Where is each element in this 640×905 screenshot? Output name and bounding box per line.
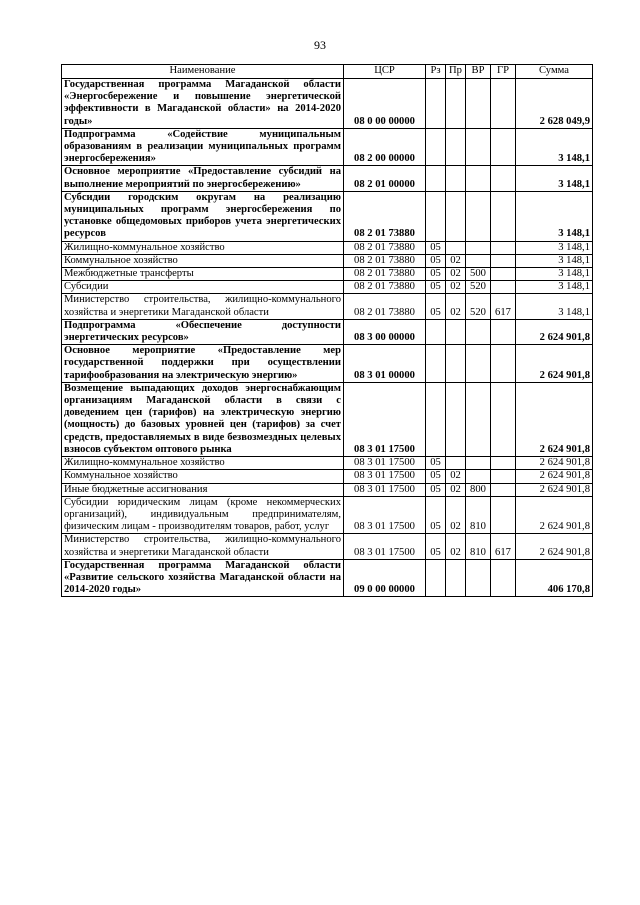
- cell-sum: 3 148,1: [516, 166, 593, 191]
- cell-rz: [426, 79, 446, 129]
- cell-vr: [466, 382, 491, 456]
- cell-vr: [466, 191, 491, 241]
- cell-csr: 08 3 01 17500: [344, 534, 426, 559]
- cell-name: Жилищно-коммунальное хозяйство: [62, 457, 344, 470]
- cell-gr: [491, 241, 516, 254]
- cell-rz: 05: [426, 470, 446, 483]
- cell-gr: [491, 496, 516, 534]
- cell-sum: 2 624 901,8: [516, 345, 593, 383]
- column-header-gr: ГР: [491, 65, 516, 79]
- cell-csr: 08 0 00 00000: [344, 79, 426, 129]
- cell-sum: 3 148,1: [516, 191, 593, 241]
- cell-csr: 08 3 01 17500: [344, 382, 426, 456]
- table-row: [62, 294, 593, 319]
- column-header-csr: ЦСР: [344, 65, 426, 79]
- cell-rz: 05: [426, 294, 446, 319]
- table-row: [62, 191, 593, 241]
- cell-csr: 08 2 00 00000: [344, 128, 426, 166]
- cell-pr: 02: [446, 496, 466, 534]
- column-header-pr: Пр: [446, 65, 466, 79]
- table-row: [62, 470, 593, 483]
- cell-pr: [446, 128, 466, 166]
- cell-sum: 406 170,8: [516, 559, 593, 597]
- cell-rz: 05: [426, 281, 446, 294]
- cell-vr: 520: [466, 294, 491, 319]
- cell-gr: [491, 268, 516, 281]
- cell-pr: 02: [446, 281, 466, 294]
- table-row: [62, 166, 593, 191]
- cell-sum: 2 624 901,8: [516, 319, 593, 344]
- cell-sum: 3 148,1: [516, 268, 593, 281]
- cell-gr: [491, 470, 516, 483]
- cell-pr: [446, 319, 466, 344]
- cell-vr: [466, 128, 491, 166]
- table-row: [62, 254, 593, 267]
- cell-gr: [491, 559, 516, 597]
- cell-sum: 2 624 901,8: [516, 470, 593, 483]
- cell-name: Иные бюджетные ассигнования: [62, 483, 344, 496]
- cell-rz: [426, 319, 446, 344]
- cell-gr: [491, 457, 516, 470]
- table-row: [62, 483, 593, 496]
- cell-name: Министерство строительства, жилищно-коммунального хозяйства и энергетики Магаданской области: [62, 294, 344, 319]
- table-row: [62, 241, 593, 254]
- cell-sum: 2 624 901,8: [516, 483, 593, 496]
- table-row: [62, 268, 593, 281]
- cell-vr: 800: [466, 483, 491, 496]
- cell-vr: [466, 470, 491, 483]
- cell-csr: 08 2 01 73880: [344, 281, 426, 294]
- cell-vr: [466, 457, 491, 470]
- cell-rz: [426, 166, 446, 191]
- table-row: [62, 496, 593, 534]
- cell-rz: 05: [426, 254, 446, 267]
- cell-vr: [466, 319, 491, 344]
- cell-pr: 02: [446, 294, 466, 319]
- cell-gr: [491, 191, 516, 241]
- cell-csr: 08 2 01 00000: [344, 166, 426, 191]
- cell-vr: 500: [466, 268, 491, 281]
- cell-vr: [466, 166, 491, 191]
- cell-gr: [491, 483, 516, 496]
- cell-pr: 02: [446, 254, 466, 267]
- cell-pr: [446, 191, 466, 241]
- cell-gr: [491, 281, 516, 294]
- cell-name: Государственная программа Магаданской области «Энергосбережение и повышение энергетической эффективности в Магаданской области» на 2014-2020 годы»: [62, 79, 344, 129]
- cell-pr: 02: [446, 483, 466, 496]
- cell-name: Межбюджетные трансферты: [62, 268, 344, 281]
- cell-gr: [491, 254, 516, 267]
- page-number: 93: [314, 38, 326, 52]
- cell-gr: 617: [491, 534, 516, 559]
- cell-pr: 02: [446, 534, 466, 559]
- cell-pr: [446, 241, 466, 254]
- cell-name: Субсидии: [62, 281, 344, 294]
- cell-rz: 05: [426, 496, 446, 534]
- cell-csr: 08 3 01 17500: [344, 483, 426, 496]
- cell-pr: 02: [446, 268, 466, 281]
- cell-name: Подпрограмма «Содействие муниципальным образованиям в реализации муниципальных программ энергосбережения»: [62, 128, 344, 166]
- budget-table: [61, 64, 593, 597]
- cell-sum: 3 148,1: [516, 241, 593, 254]
- table-row: [62, 281, 593, 294]
- table-row: [62, 457, 593, 470]
- cell-vr: [466, 254, 491, 267]
- cell-name: Субсидии городским округам на реализацию муниципальных программ энергосбережения по установке общедомовых приборов учета энергетических ресурсов: [62, 191, 344, 241]
- cell-rz: 05: [426, 268, 446, 281]
- table-row: [62, 534, 593, 559]
- cell-rz: [426, 191, 446, 241]
- cell-vr: [466, 345, 491, 383]
- cell-csr: 08 2 01 73880: [344, 254, 426, 267]
- cell-sum: 3 148,1: [516, 281, 593, 294]
- table-row: [62, 382, 593, 456]
- cell-gr: 617: [491, 294, 516, 319]
- cell-sum: 3 148,1: [516, 254, 593, 267]
- cell-sum: 3 148,1: [516, 294, 593, 319]
- cell-sum: 3 148,1: [516, 128, 593, 166]
- table-row: [62, 319, 593, 344]
- cell-pr: [446, 457, 466, 470]
- cell-sum: 2 624 901,8: [516, 496, 593, 534]
- cell-pr: [446, 79, 466, 129]
- cell-vr: [466, 559, 491, 597]
- column-header-rz: Рз: [426, 65, 446, 79]
- column-header-vr: ВР: [466, 65, 491, 79]
- cell-name: Основное мероприятие «Предоставление мер государственной поддержки при осуществлении тарифообразования на электрическую энергию»: [62, 345, 344, 383]
- cell-vr: [466, 79, 491, 129]
- cell-pr: [446, 166, 466, 191]
- cell-name: Субсидии юридическим лицам (кроме некоммерческих организаций), индивидуальным предпринимателям, физическим лицам - производителям товаров, работ, услуг: [62, 496, 344, 534]
- cell-gr: [491, 319, 516, 344]
- cell-pr: 02: [446, 470, 466, 483]
- table-row: [62, 128, 593, 166]
- cell-name: Государственная программа Магаданской области «Развитие сельского хозяйства Магаданской области на 2014-2020 годы»: [62, 559, 344, 597]
- column-header-name: Наименование: [62, 65, 344, 79]
- cell-csr: 08 2 01 73880: [344, 294, 426, 319]
- cell-gr: [491, 382, 516, 456]
- cell-vr: [466, 241, 491, 254]
- table-row: [62, 559, 593, 597]
- cell-vr: 810: [466, 534, 491, 559]
- cell-gr: [491, 79, 516, 129]
- cell-rz: [426, 559, 446, 597]
- cell-rz: [426, 128, 446, 166]
- cell-csr: 08 3 01 17500: [344, 496, 426, 534]
- cell-name: Коммунальное хозяйство: [62, 470, 344, 483]
- table-row: [62, 345, 593, 383]
- cell-sum: 2 628 049,9: [516, 79, 593, 129]
- cell-gr: [491, 166, 516, 191]
- cell-csr: 08 3 01 00000: [344, 345, 426, 383]
- cell-name: Подпрограмма «Обеспечение доступности энергетических ресурсов»: [62, 319, 344, 344]
- cell-rz: 05: [426, 457, 446, 470]
- cell-name: Коммунальное хозяйство: [62, 254, 344, 267]
- header-row: [62, 65, 593, 79]
- cell-name: Министерство строительства, жилищно-коммунального хозяйства и энергетики Магаданской области: [62, 534, 344, 559]
- cell-pr: [446, 559, 466, 597]
- cell-csr: 08 3 01 17500: [344, 470, 426, 483]
- cell-rz: 05: [426, 241, 446, 254]
- table-body: [62, 79, 593, 597]
- column-header-sum: Сумма: [516, 65, 593, 79]
- cell-rz: 05: [426, 483, 446, 496]
- cell-name: Возмещение выпадающих доходов энергоснабжающим организациям Магаданской области в связи с доведением цен (тарифов) на электрическую энергию (мощность) до базовых уровней цен (тарифов) за счет средств, предоставляемых в виде безвозмездных целевых взносов субъектом оптового рынка: [62, 382, 344, 456]
- cell-csr: 08 2 01 73880: [344, 191, 426, 241]
- cell-rz: [426, 345, 446, 383]
- cell-sum: 2 624 901,8: [516, 382, 593, 456]
- cell-rz: [426, 382, 446, 456]
- cell-rz: 05: [426, 534, 446, 559]
- cell-csr: 08 3 00 00000: [344, 319, 426, 344]
- cell-csr: 08 2 01 73880: [344, 241, 426, 254]
- cell-sum: 2 624 901,8: [516, 534, 593, 559]
- cell-csr: 08 3 01 17500: [344, 457, 426, 470]
- cell-csr: 08 2 01 73880: [344, 268, 426, 281]
- cell-pr: [446, 382, 466, 456]
- cell-name: Основное мероприятие «Предоставление субсидий на выполнение мероприятий по энергосбережению»: [62, 166, 344, 191]
- cell-name: Жилищно-коммунальное хозяйство: [62, 241, 344, 254]
- cell-gr: [491, 128, 516, 166]
- cell-sum: 2 624 901,8: [516, 457, 593, 470]
- cell-vr: 520: [466, 281, 491, 294]
- table-row: [62, 79, 593, 129]
- cell-pr: [446, 345, 466, 383]
- cell-vr: 810: [466, 496, 491, 534]
- cell-gr: [491, 345, 516, 383]
- cell-csr: 09 0 00 00000: [344, 559, 426, 597]
